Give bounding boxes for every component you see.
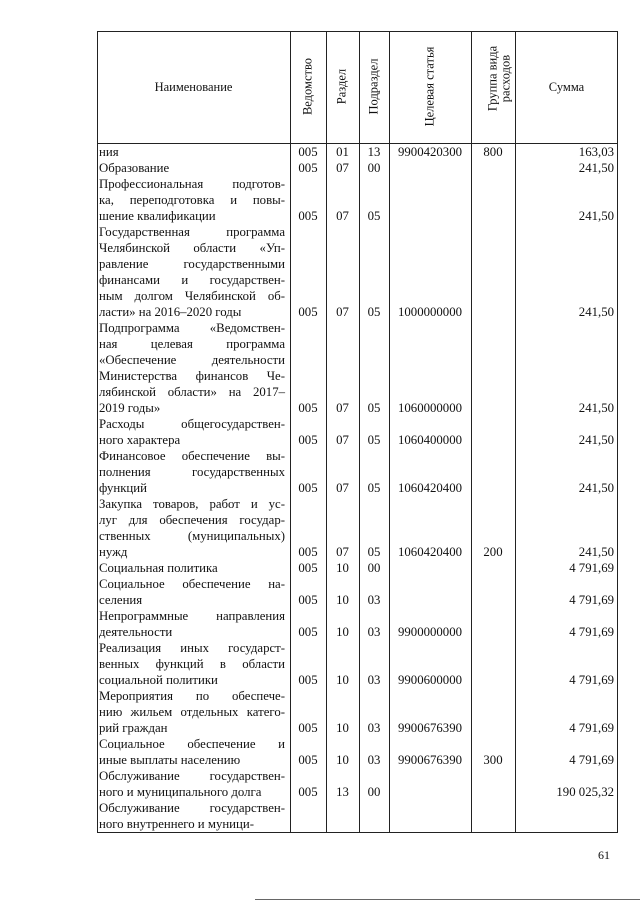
cell-celevaya-statya: 9900676390 (398, 721, 462, 735)
row-name-line: иные выплаты населению (99, 753, 241, 767)
cell-vedomstvo: 005 (298, 433, 318, 447)
cell-razdel: 10 (336, 673, 349, 687)
row-name-line: деятельности (99, 625, 173, 639)
row-name-line: шение квалификации (99, 209, 216, 223)
row-name (99, 768, 285, 800)
cell-razdel: 07 (336, 433, 349, 447)
row-name (99, 176, 285, 224)
table-row (97, 144, 618, 160)
row-name-line: Министерства финансов Че- (99, 369, 285, 383)
cell-razdel: 10 (336, 721, 349, 735)
header-gruppa-line1: Группа вида (485, 45, 500, 112)
row-name-line: Социальное обеспечение на- (99, 577, 285, 591)
cell-vedomstvo: 005 (298, 305, 318, 319)
page-number: 61 (598, 848, 610, 862)
cell-podrazdel: 03 (367, 625, 381, 639)
cell-vedomstvo: 005 (298, 785, 318, 799)
cell-razdel: 07 (336, 401, 349, 415)
cell-celevaya-statya: 9900420300 (398, 145, 462, 159)
cell-podrazdel: 05 (367, 209, 381, 223)
row-name-line: селения (99, 593, 143, 607)
row-name-line: лябинской области» на 2017– (99, 385, 285, 399)
row-name-line: Профессиональная подготов- (99, 177, 285, 191)
cell-celevaya-statya: 1000000000 (398, 305, 462, 319)
table-row (97, 448, 618, 496)
row-name-line: Реализация иных государст- (99, 641, 285, 655)
row-name (99, 496, 285, 560)
cell-razdel: 07 (336, 305, 349, 319)
table-row (97, 496, 618, 560)
row-name-line: Мероприятия по обеспече- (99, 689, 285, 703)
table-row (97, 736, 618, 768)
row-name-line: Государственная программа (99, 225, 285, 239)
cell-summa: 4 791,69 (569, 673, 614, 687)
cell-summa: 241,50 (578, 433, 614, 447)
row-name (99, 736, 285, 768)
row-name-line: «Обеспечение деятельности (99, 353, 285, 367)
row-name (99, 144, 285, 160)
cell-podrazdel: 05 (367, 305, 381, 319)
table-row (97, 560, 618, 576)
row-name (99, 608, 285, 640)
cell-gruppa: 300 (483, 753, 503, 767)
cell-podrazdel: 05 (367, 481, 381, 495)
cell-razdel: 07 (336, 481, 349, 495)
header-podrazdel: Подраздел (366, 58, 381, 115)
row-name-line: ного внутреннего и муници- (99, 817, 254, 831)
row-name (99, 160, 285, 176)
row-name (99, 576, 285, 608)
row-name-line: луг для обеспечения государ- (99, 513, 285, 527)
cell-summa: 241,50 (578, 401, 614, 415)
cell-summa: 163,03 (578, 145, 614, 159)
cell-podrazdel: 00 (367, 561, 381, 575)
cell-razdel: 10 (336, 625, 349, 639)
cell-celevaya-statya: 1060000000 (398, 401, 462, 415)
header-vedomstvo: Ведомство (300, 57, 315, 116)
table-row (97, 176, 618, 224)
cell-summa: 4 791,69 (569, 561, 614, 575)
table-row (97, 608, 618, 640)
cell-vedomstvo: 005 (298, 145, 318, 159)
row-name-line: ния (99, 145, 119, 159)
table-row (97, 224, 618, 320)
row-name-line: социальной политики (99, 673, 218, 687)
row-name-line: финансами и государствен- (99, 273, 285, 287)
cell-summa: 4 791,69 (569, 593, 614, 607)
cell-summa: 241,50 (578, 545, 614, 559)
cell-summa: 190 025,32 (556, 785, 614, 799)
row-name (99, 640, 285, 688)
row-name-line: Социальная политика (99, 561, 218, 575)
cell-razdel: 10 (336, 561, 349, 575)
table-row (97, 576, 618, 608)
row-name-line: ка, переподготовка и повы- (99, 193, 285, 207)
table-row (97, 800, 618, 832)
cell-summa: 4 791,69 (569, 625, 614, 639)
cell-vedomstvo: 005 (298, 673, 318, 687)
cell-gruppa: 800 (483, 145, 503, 159)
cell-gruppa: 200 (483, 545, 503, 559)
row-name-line: Расходы общегосударствен- (99, 417, 285, 431)
cell-vedomstvo: 005 (298, 481, 318, 495)
cell-vedomstvo: 005 (298, 161, 318, 175)
row-name (99, 416, 285, 448)
row-name-line: Образование (99, 161, 170, 175)
row-name-line: нужд (99, 545, 128, 559)
cell-podrazdel: 05 (367, 545, 381, 559)
cell-summa: 241,50 (578, 305, 614, 319)
cell-summa: 241,50 (578, 481, 614, 495)
table-row (97, 768, 618, 800)
cell-vedomstvo: 005 (298, 545, 318, 559)
cell-podrazdel: 03 (367, 721, 381, 735)
cell-celevaya-statya: 9900600000 (398, 673, 462, 687)
cell-vedomstvo: 005 (298, 561, 318, 575)
row-name-line: Финансовое обеспечение вы- (99, 449, 285, 463)
header-razdel: Раздел (334, 68, 349, 105)
cell-razdel: 07 (336, 209, 349, 223)
row-name-line: функций (99, 481, 147, 495)
cell-vedomstvo: 005 (298, 721, 318, 735)
row-name-line: Обслуживание государствен- (99, 801, 285, 815)
row-name-line: ного и муниципального долга (99, 785, 262, 799)
row-name-line: ная целевая программа (99, 337, 285, 351)
row-name (99, 320, 285, 416)
row-name-line: Подпрограмма «Ведомствен- (99, 321, 285, 335)
row-name-line: венных функций в области (99, 657, 285, 671)
row-name-line: ного характера (99, 433, 181, 447)
cell-podrazdel: 13 (367, 145, 381, 159)
cell-podrazdel: 05 (367, 401, 381, 415)
cell-podrazdel: 03 (367, 753, 381, 767)
row-name-line: ственных (муниципальных) (99, 529, 285, 543)
header-celevaya-statya: Целевая статья (422, 46, 437, 127)
cell-podrazdel: 00 (367, 785, 381, 799)
row-name-line: рий граждан (99, 721, 168, 735)
cell-podrazdel: 03 (367, 593, 381, 607)
row-name-line: 2019 годы» (99, 401, 161, 415)
row-name-line: ласти» на 2016–2020 годы (99, 305, 242, 319)
header-gruppa-line2: расходов (498, 54, 513, 103)
cell-summa: 241,50 (578, 209, 614, 223)
cell-celevaya-statya: 9900676390 (398, 753, 462, 767)
cell-vedomstvo: 005 (298, 401, 318, 415)
cell-razdel: 07 (336, 161, 349, 175)
cell-vedomstvo: 005 (298, 625, 318, 639)
row-name-line: Обслуживание государствен- (99, 769, 285, 783)
cell-vedomstvo: 005 (298, 209, 318, 223)
cell-podrazdel: 00 (367, 161, 381, 175)
cell-summa: 241,50 (578, 161, 614, 175)
row-name-line: Социальное обеспечение и (99, 737, 285, 751)
cell-razdel: 01 (336, 145, 349, 159)
row-name-line: равление государственными (99, 257, 285, 271)
cell-summa: 4 791,69 (569, 753, 614, 767)
table-row (97, 160, 618, 176)
cell-podrazdel: 03 (367, 673, 381, 687)
table-row (97, 416, 618, 448)
header-name: Наименование (154, 80, 233, 94)
cell-vedomstvo: 005 (298, 753, 318, 767)
cell-celevaya-statya: 1060400000 (398, 433, 462, 447)
cell-celevaya-statya: 9900000000 (398, 625, 462, 639)
table-row (97, 688, 618, 736)
cell-summa: 4 791,69 (569, 721, 614, 735)
row-name-line: Закупка товаров, работ и ус- (99, 497, 285, 511)
row-name-line: Непрограммные направления (99, 609, 285, 623)
cell-podrazdel: 05 (367, 433, 381, 447)
row-name (99, 800, 285, 832)
header-summa: Сумма (548, 80, 585, 94)
row-name-line: нию жильем отдельных катего- (99, 705, 285, 719)
cell-razdel: 07 (336, 545, 349, 559)
cell-razdel: 10 (336, 753, 349, 767)
footer-rule (255, 899, 640, 900)
row-name-line: Челябинской области «Уп- (99, 241, 285, 255)
row-name (99, 688, 285, 736)
cell-razdel: 10 (336, 593, 349, 607)
row-name (99, 448, 285, 496)
cell-vedomstvo: 005 (298, 593, 318, 607)
cell-celevaya-statya: 1060420400 (398, 481, 462, 495)
table-row (97, 320, 618, 416)
row-name-line: ным долгом Челябинской об- (99, 289, 285, 303)
cell-celevaya-statya: 1060420400 (398, 545, 462, 559)
cell-razdel: 13 (336, 785, 349, 799)
table-row (97, 640, 618, 688)
row-name (99, 560, 285, 576)
row-name-line: полнения государственных (99, 465, 285, 479)
row-name (99, 224, 285, 320)
